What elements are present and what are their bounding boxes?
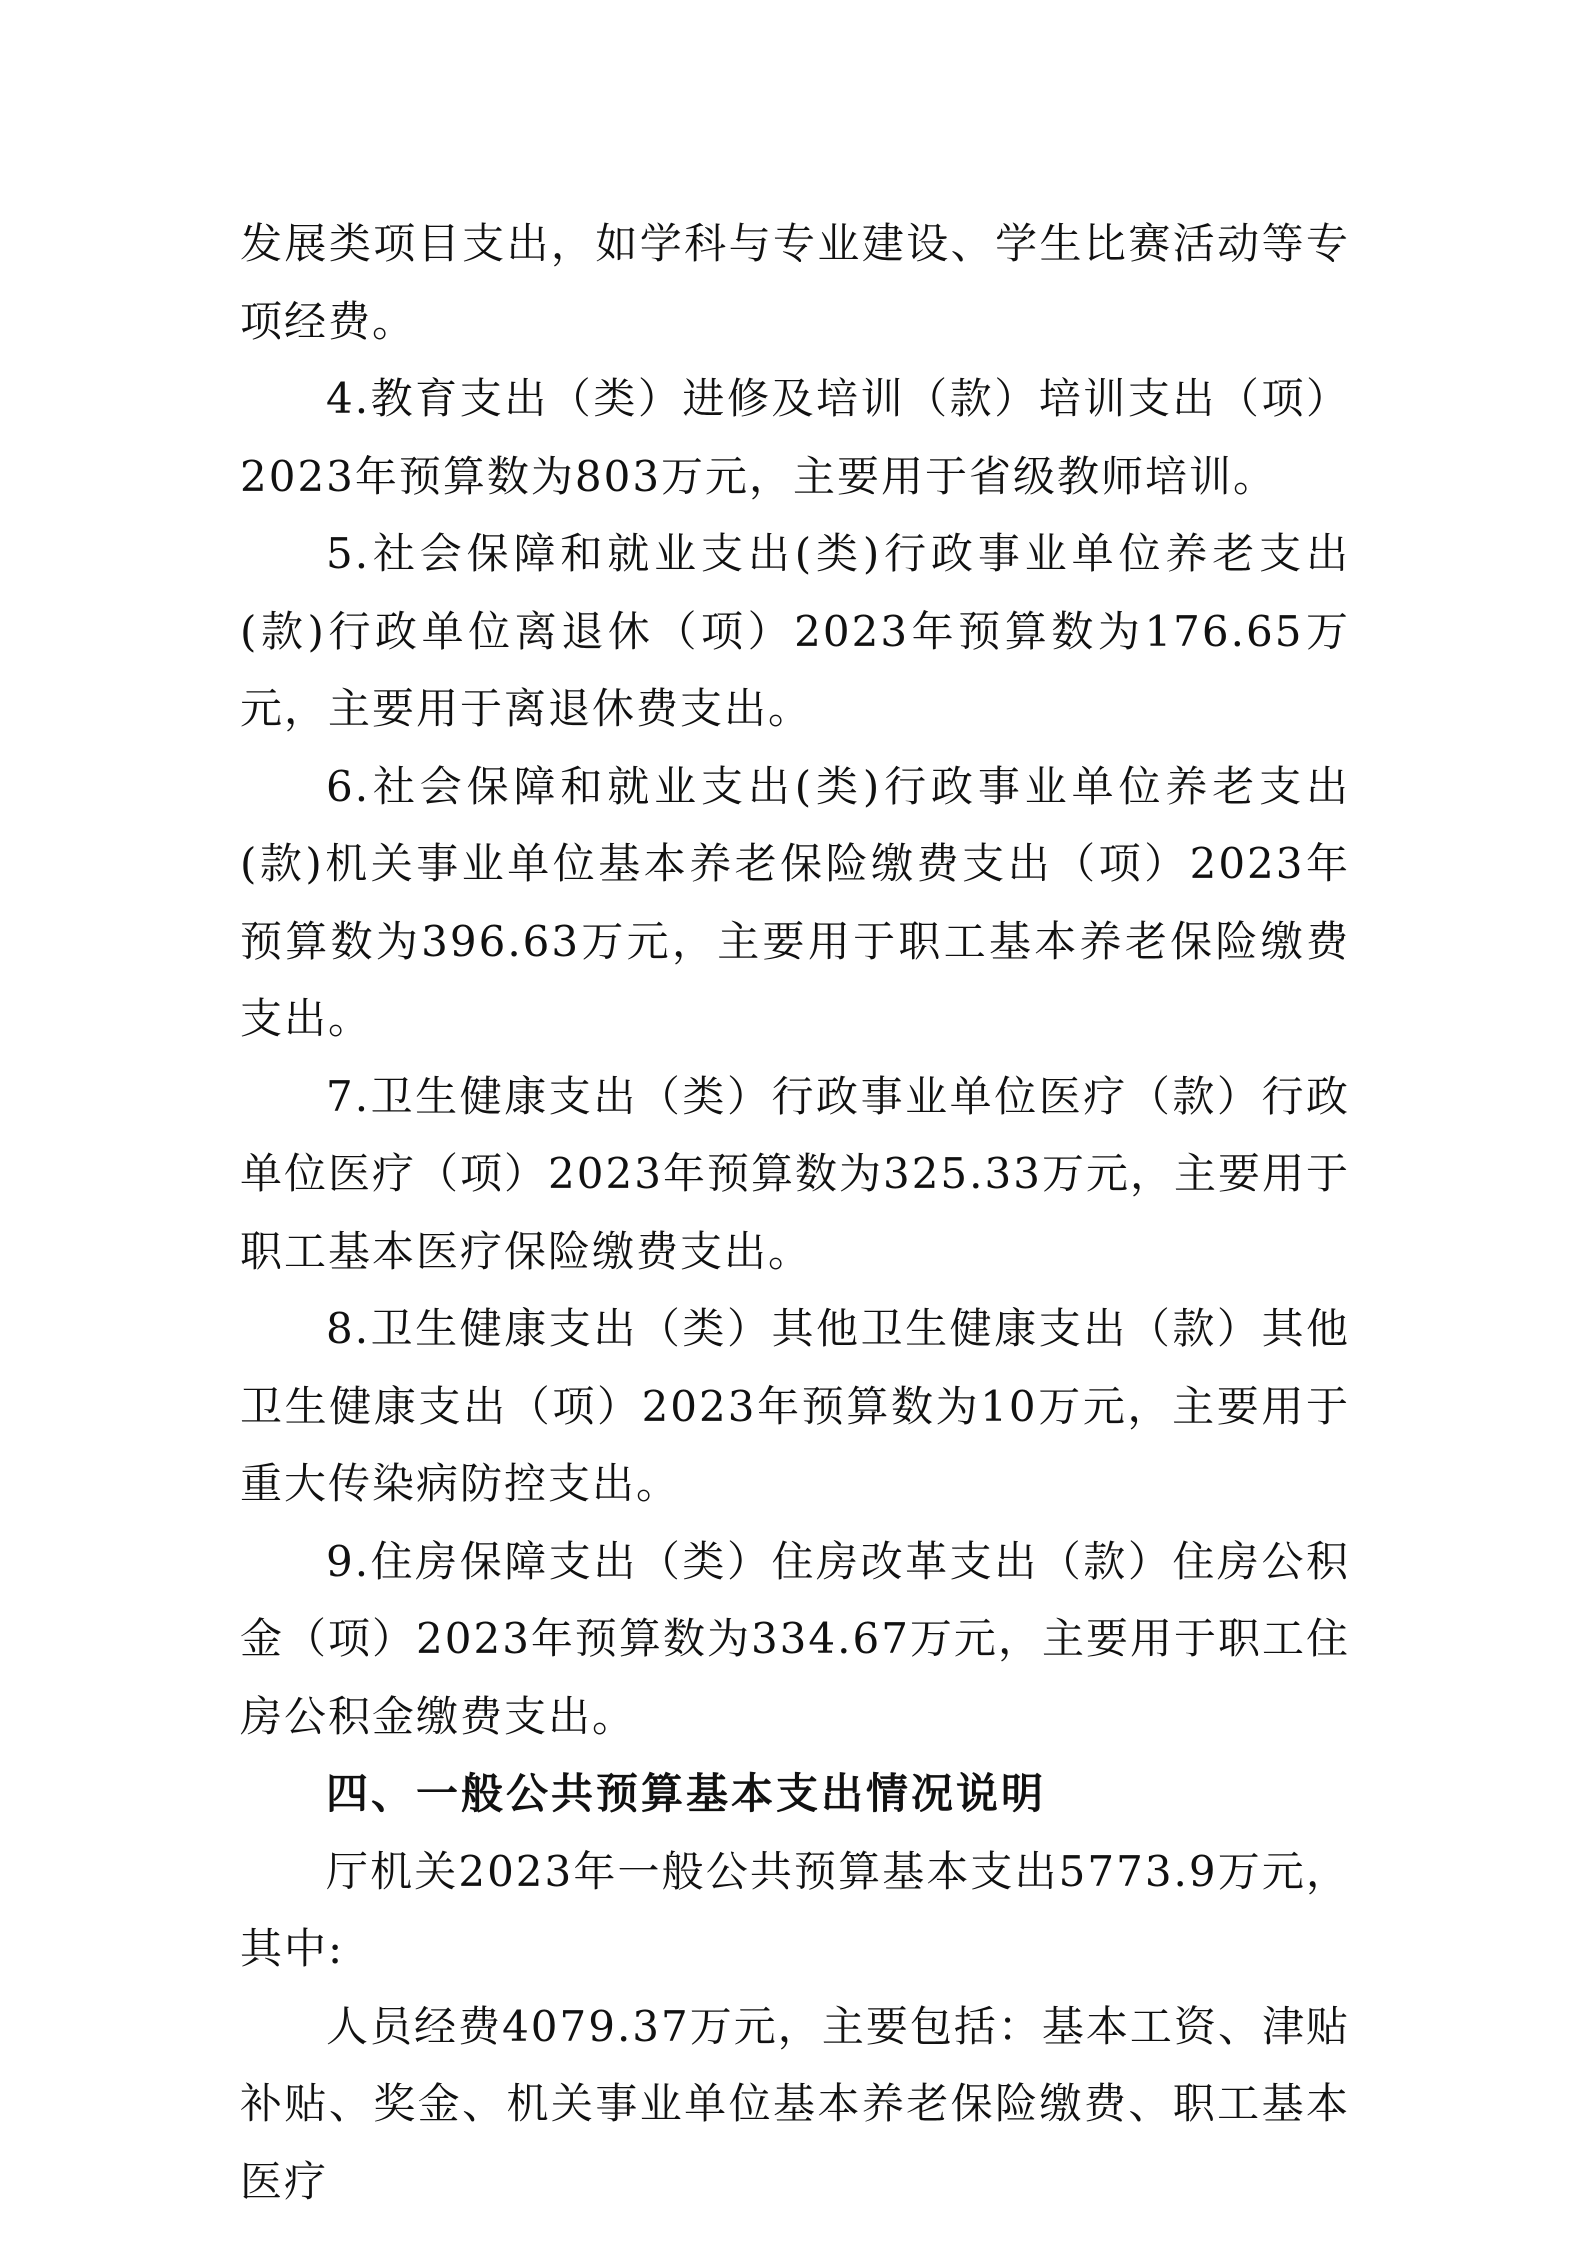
paragraph-personnel-expenses: 人员经费4079.37万元，主要包括：基本工资、津贴补贴、奖金、机关事业单位基本养老保险缴费、职工基本医疗	[240, 2001, 1350, 2206]
paragraph-item-8: 8.卫生健康支出（类）其他卫生健康支出（款）其他卫生健康支出（项）2023年预算数为10万元，主要用于重大传染病防控支出。	[240, 1304, 1350, 1508]
paragraph-continuation: 发展类项目支出，如学科与专业建设、学生比赛活动等专项经费。	[240, 219, 1350, 346]
paragraph-item-4: 4.教育支出（类）进修及培训（款）培训支出（项）2023年预算数为803万元，主要用于省级教师培训。	[240, 374, 1350, 501]
paragraph-item-6: 6.社会保障和就业支出(类)行政事业单位养老支出(款)机关事业单位基本养老保险缴费支出（项）2023年预算数为396.63万元，主要用于职工基本养老保险缴费支出。	[240, 761, 1350, 1043]
paragraph-item-7: 7.卫生健康支出（类）行政事业单位医疗（款）行政单位医疗（项）2023年预算数为325.33万元，主要用于职工基本医疗保险缴费支出。	[240, 1071, 1350, 1276]
body-text	[240, 205, 1350, 2220]
paragraph-item-5: 5.社会保障和就业支出(类)行政事业单位养老支出(款)行政单位离退休（项）2023年预算数为176.65万元，主要用于离退休费支出。	[240, 529, 1350, 733]
section-heading: 四、一般公共预算基本支出情况说明	[326, 1769, 1047, 1818]
paragraph-item-9: 9.住房保障支出（类）住房改革支出（款）住房公积金（项）2023年预算数为334.67万元，主要用于职工住房公积金缴费支出。	[240, 1536, 1350, 1741]
paragraph-basic-expenditure: 厅机关2023年一般公共预算基本支出5773.9万元，其中:	[240, 1846, 1350, 1973]
